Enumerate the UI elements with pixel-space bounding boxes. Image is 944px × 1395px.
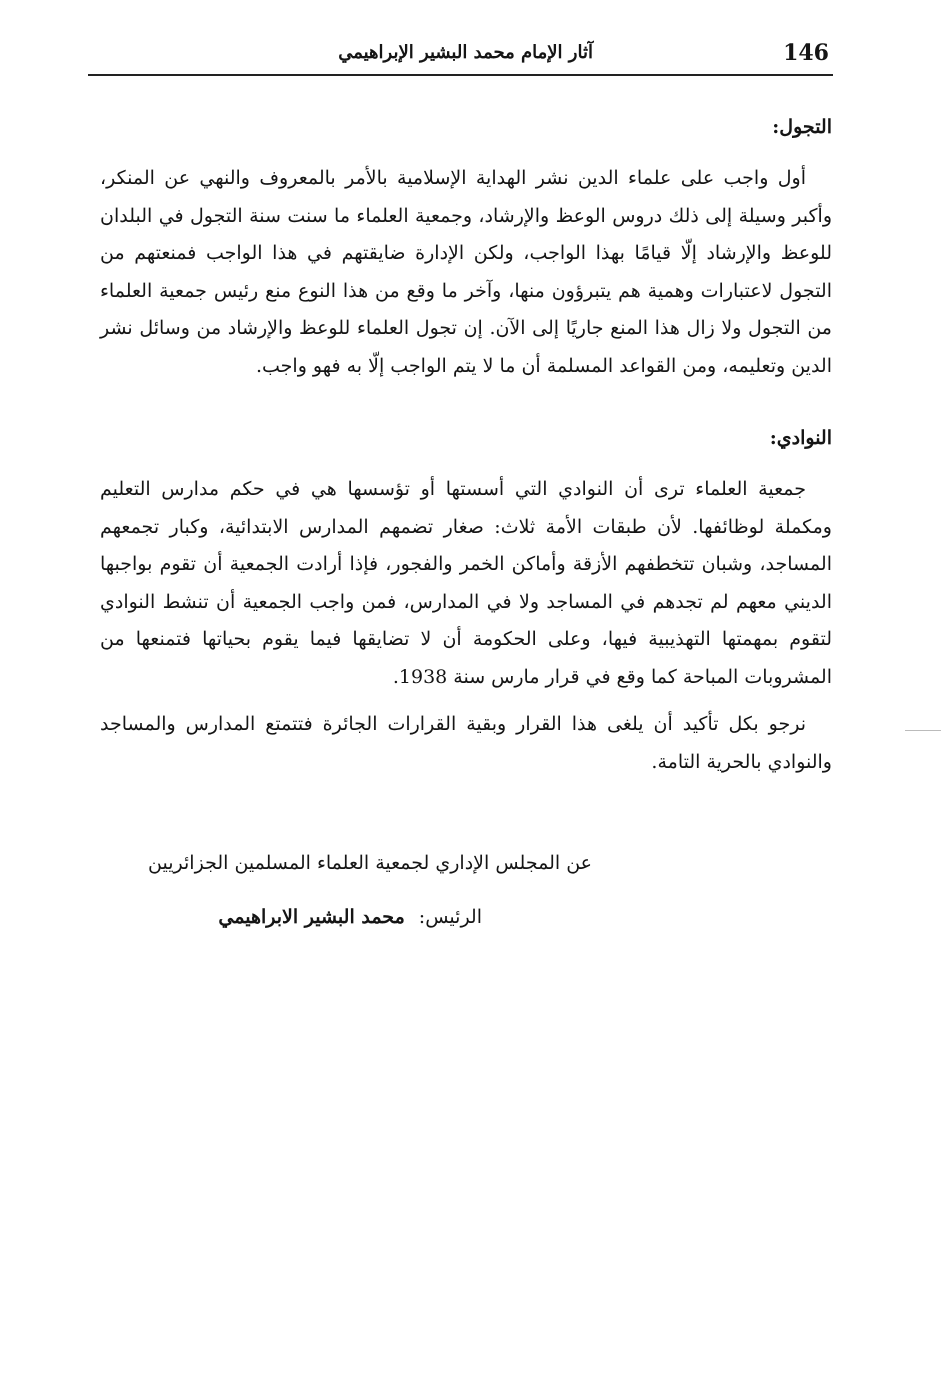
section-touring [100, 112, 832, 385]
section-clubs [100, 423, 832, 781]
paragraph: نرجو بكل تأكيد أن يلغى هذا القرار وبقية القرارات الجائرة فتتمتع المدارس والمساجد والنوادي بالحرية التامة. [100, 713, 832, 773]
page-header [88, 36, 833, 76]
page-number: 146 [783, 40, 829, 66]
signature-role: الرئيس: [418, 906, 482, 928]
paragraph: أول واجب على علماء الدين نشر الهداية الإسلامية بالأمر بالمعروف والنهي عن المنكر، وأكبر وسيلة إلى ذلك دروس الوعظ والإرشاد، وجمعية العلماء ما سنت سنة التجول في البلدان للوعظ والإرشاد إلّا قيامًا بهذا الواجب، ولكن الإدارة ضايقتهم في هذا الواجب فمنعتهم من التجول لاعتبارات وهمية هم يتبرؤون منها، وآخر ما وقع من هذا النوع منع رئيس جمعية العلماء من التجول ولا زال هذا المنع جاريًا إلى الآن. إن تجول العلماء للوعظ والإرشاد من وسائل نشر الدين وتعليمه، ومن القواعد المسلمة أن ما لا يتم الواجب إلّا به فهو واجب. [100, 167, 832, 377]
main-content [100, 112, 832, 819]
margin-mark [905, 730, 941, 743]
running-title: آثار الإمام محمد البشير الإبراهيمي [338, 42, 593, 63]
section-heading: النوادي: [769, 427, 832, 449]
paragraph: جمعية العلماء ترى أن النوادي التي أسستها أو تؤسسها هي في حكم مدارس التعليم ومكملة لوظائفها. لأن طبقات الأمة ثلاث: صغار تضمهم المدارس الابتدائية، وكبار تجمعهم المساجد، وشبان تتخطفهم الأزقة وأماكن الخمر والفجور، فإذا أرادت الجمعية أن تقوم بواجبها الديني معهم لم تجدهم في المساجد ولا في المدارس، فمن واجب الجمعية أن تنشط النوادي لتقوم بمهمتها التهذيبية فيها، وعلى الحكومة أن لا تضايقها فيما يقوم بحياتها فتمنعها من المشروبات المباحة كما وقع في قرار مارس سنة 1938. [100, 478, 832, 688]
section-heading: التجول: [772, 116, 832, 138]
signature-name: محمد البشير الابراهيمي [218, 906, 405, 928]
signature-organization: عن المجلس الإداري لجمعية العلماء المسلمين الجزائريين [148, 852, 592, 874]
signature-line [218, 902, 482, 932]
